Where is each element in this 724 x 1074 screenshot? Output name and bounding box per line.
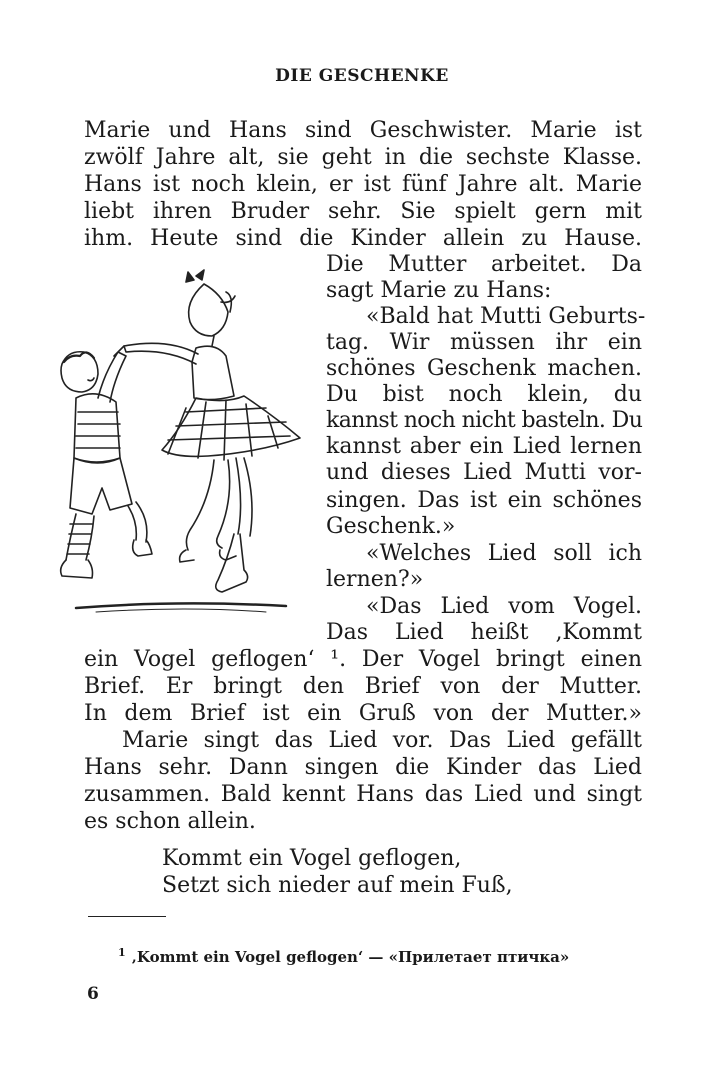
text-line: sagt Marie zu Hans: — [326, 278, 552, 303]
text-line: Marie und Hans sind Geschwister. Marie ist — [84, 118, 642, 143]
text-line: singen. Das ist ein schönes — [326, 488, 642, 513]
text-line: zwölf Jahre alt, sie geht in die sechste Klasse. — [84, 145, 642, 170]
text-line: schönes Geschenk machen. — [326, 356, 642, 381]
text-line: liebt ihren Bruder sehr. Sie spielt gern mit — [84, 199, 642, 224]
text-line: Das Lied heißt ‚Kommt — [326, 620, 642, 645]
text-line: und dieses Lied Mutti vor- — [326, 460, 642, 485]
text-line: ihm. Heute sind die Kinder allein zu Hause. — [84, 226, 642, 251]
verse-line: Setzt sich nieder auf mein Fuß, — [162, 873, 513, 898]
verse-line: Kommt ein Vogel geflogen, — [162, 846, 462, 871]
page-number: 6 — [87, 984, 99, 1004]
text-line: Hans sehr. Dann singen die Kinder das Lied — [84, 755, 642, 780]
text-line: «Bald hat Mutti Geburts- — [366, 304, 646, 329]
footnote — [118, 946, 569, 966]
text-line: In dem Brief ist ein Gruß von der Mutter.» — [84, 701, 642, 726]
text-line: kannst noch nicht basteln. Du — [326, 408, 643, 433]
text-line: tag. Wir müssen ihr ein — [326, 330, 642, 355]
text-line: Du bist noch klein, du — [326, 382, 642, 407]
text-line: kannst aber ein Lied lernen — [326, 434, 642, 459]
dancing-children-illustration — [36, 262, 322, 618]
text-line: «Welches Lied soll ich — [366, 541, 642, 566]
page-title: DIE GESCHENKE — [275, 66, 449, 86]
text-line: zusammen. Bald kennt Hans das Lied und singt — [84, 782, 642, 807]
text-line: Brief. Er bringt den Brief von der Mutter. — [84, 674, 642, 699]
text-line: Hans ist noch klein, er ist fünf Jahre alt. Marie — [84, 172, 642, 197]
footnote-text: ‚Kommt ein Vogel geflogen‘ — «Прилетает птичка» — [131, 948, 570, 966]
text-line: es schon allein. — [84, 809, 256, 834]
text-line: ein Vogel geflogen‘ ¹. Der Vogel bringt einen — [84, 647, 642, 672]
footnote-divider — [88, 916, 166, 917]
text-line: Die Mutter arbeitet. Da — [326, 252, 642, 277]
text-line: lernen?» — [326, 567, 424, 592]
footnote-marker: 1 — [118, 946, 126, 959]
text-line: Geschenk.» — [326, 514, 456, 539]
text-line: Marie singt das Lied vor. Das Lied gefällt — [122, 728, 642, 753]
text-line: «Das Lied vom Vogel. — [366, 594, 642, 619]
